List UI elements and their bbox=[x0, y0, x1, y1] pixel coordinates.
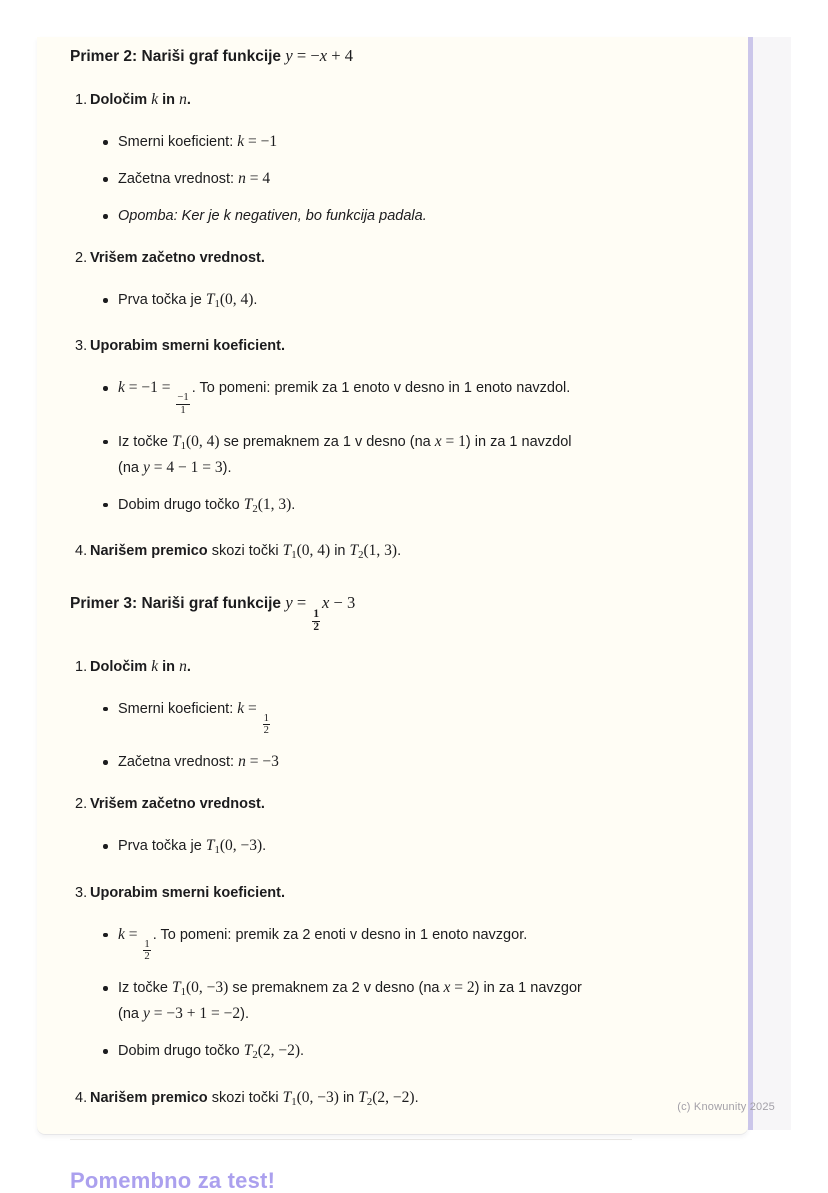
rich-text: Primer 2: Nariši graf funkcije y = −x + 4 bbox=[70, 46, 354, 65]
numbered-step bbox=[70, 882, 665, 904]
step-number: 1. bbox=[75, 658, 88, 675]
math-fraction: $\frac{1}{2}$ bbox=[263, 713, 269, 737]
step-number: 4. bbox=[75, 543, 88, 560]
bullet-item bbox=[70, 698, 665, 737]
numbered-step bbox=[70, 540, 665, 566]
rich-text: Uporabim smerni koeficient. bbox=[90, 338, 285, 355]
bullet-item bbox=[70, 835, 665, 861]
bullet-item bbox=[70, 377, 665, 416]
bullet-item bbox=[70, 289, 665, 315]
bullet-marker bbox=[103, 760, 108, 765]
bullet-item bbox=[70, 168, 665, 190]
math-fraction: $\frac{-1}{1}$ bbox=[177, 392, 189, 416]
numbered-step bbox=[70, 335, 665, 357]
numbered-step bbox=[70, 793, 665, 815]
rich-text: Prva točka je $T_1(0$, −3). bbox=[118, 837, 267, 857]
bullet-marker bbox=[103, 844, 108, 849]
bullet-item bbox=[70, 131, 665, 153]
step-number: 3. bbox=[75, 884, 88, 901]
rich-text: k = −1 = $\frac{-1}{1}$ . To pomeni: premik za 1 enoto v desno in 1 enoto navzdol. bbox=[118, 379, 571, 416]
rich-text: Prva točka je $T_1(0$, 4). bbox=[118, 291, 258, 311]
numbered-step bbox=[70, 247, 665, 269]
rich-text: Določim k in n. bbox=[90, 91, 191, 108]
bullet-marker bbox=[103, 177, 108, 182]
example-heading bbox=[70, 45, 665, 67]
step-number: 4. bbox=[75, 1089, 88, 1106]
step-number: 2. bbox=[75, 250, 88, 266]
bullet-marker bbox=[103, 933, 108, 938]
step-number: 1. bbox=[75, 92, 88, 108]
document-content bbox=[37, 37, 665, 1192]
rich-text: Vrišem začetno vrednost. bbox=[90, 796, 265, 813]
rich-text: Uporabim smerni koeficient. bbox=[90, 884, 285, 901]
rich-text: Iz točke $T_1(0$, −3) se premaknem za 2 v desno (na x = 2) in za 1 navzgor (na y = −3 + 1 = −2). bbox=[118, 979, 582, 1023]
example-heading bbox=[70, 592, 665, 634]
rich-text: Začetna vrednost: n = 4 bbox=[118, 170, 271, 187]
rich-text: Primer 3: Nariši graf funkcije y = $\frac{1}{2}$ x − 3 bbox=[70, 593, 356, 634]
rich-text: Začetna vrednost: n = −3 bbox=[118, 753, 279, 771]
numbered-step bbox=[70, 1087, 665, 1113]
section-divider bbox=[70, 1139, 632, 1140]
bullet-marker bbox=[103, 707, 108, 712]
document-page bbox=[37, 37, 748, 1193]
math-fraction: $\frac{1}{2}$ bbox=[313, 608, 320, 634]
bullet-marker bbox=[103, 440, 108, 445]
rich-text: Dobim drugo točko $T_2(2$, −2). bbox=[118, 1042, 305, 1062]
rich-text: Opomba: Ker je k negativen, bo funkcija padala. bbox=[118, 208, 427, 224]
bullet-item bbox=[70, 494, 665, 520]
rich-text: Smerni koeficient: k = $\frac{1}{2}$ bbox=[118, 699, 269, 737]
numbered-step bbox=[70, 656, 665, 678]
bullet-marker bbox=[103, 1049, 108, 1054]
rich-text: Narišem premico skozi točki $T_1(0$, 4) in $T_2(1$, 3). bbox=[90, 542, 402, 562]
rich-text: Vrišem začetno vrednost. bbox=[90, 250, 265, 266]
bullet-item bbox=[70, 1040, 665, 1066]
rich-text: Iz točke $T_1(0$, 4) se premaknem za 1 v desno (na x = 1) in za 1 navzdol (na y = 4 − 1 = 3). bbox=[118, 432, 572, 476]
bullet-item bbox=[70, 431, 665, 479]
rich-text: Smerni koeficient: k = −1 bbox=[118, 133, 278, 150]
bullet-marker bbox=[103, 214, 108, 219]
bullet-item bbox=[70, 205, 665, 227]
bullet-marker bbox=[103, 386, 108, 391]
step-number: 2. bbox=[75, 796, 88, 813]
rich-text: Določim k in n. bbox=[90, 657, 191, 675]
important-heading: Pomembno za test! bbox=[70, 1167, 276, 1193]
copyright-text: (c) Knowunity 2025 bbox=[677, 1101, 775, 1113]
bullet-item bbox=[70, 751, 665, 773]
bullet-marker bbox=[103, 140, 108, 145]
bullet-item bbox=[70, 924, 665, 963]
scrollbar-thumb[interactable] bbox=[748, 37, 753, 1130]
math-fraction: $\frac{1}{2}$ bbox=[144, 938, 150, 962]
rich-text: Narišem premico skozi točki $T_1(0$, −3) in $T_2(2$, −2). bbox=[90, 1088, 419, 1108]
step-number: 3. bbox=[75, 338, 88, 355]
bullet-marker bbox=[103, 986, 108, 991]
rich-text: k = $\frac{1}{2}$ . To pomeni: premik za 2 enoti v desno in 1 enoto navzgor. bbox=[118, 925, 528, 962]
numbered-step bbox=[70, 89, 665, 111]
bullet-item bbox=[70, 977, 665, 1025]
bullet-marker bbox=[103, 298, 108, 303]
rich-text: Dobim drugo točko $T_2(1$, 3). bbox=[118, 495, 296, 516]
side-gutter bbox=[753, 37, 791, 1130]
bullet-marker bbox=[103, 503, 108, 508]
